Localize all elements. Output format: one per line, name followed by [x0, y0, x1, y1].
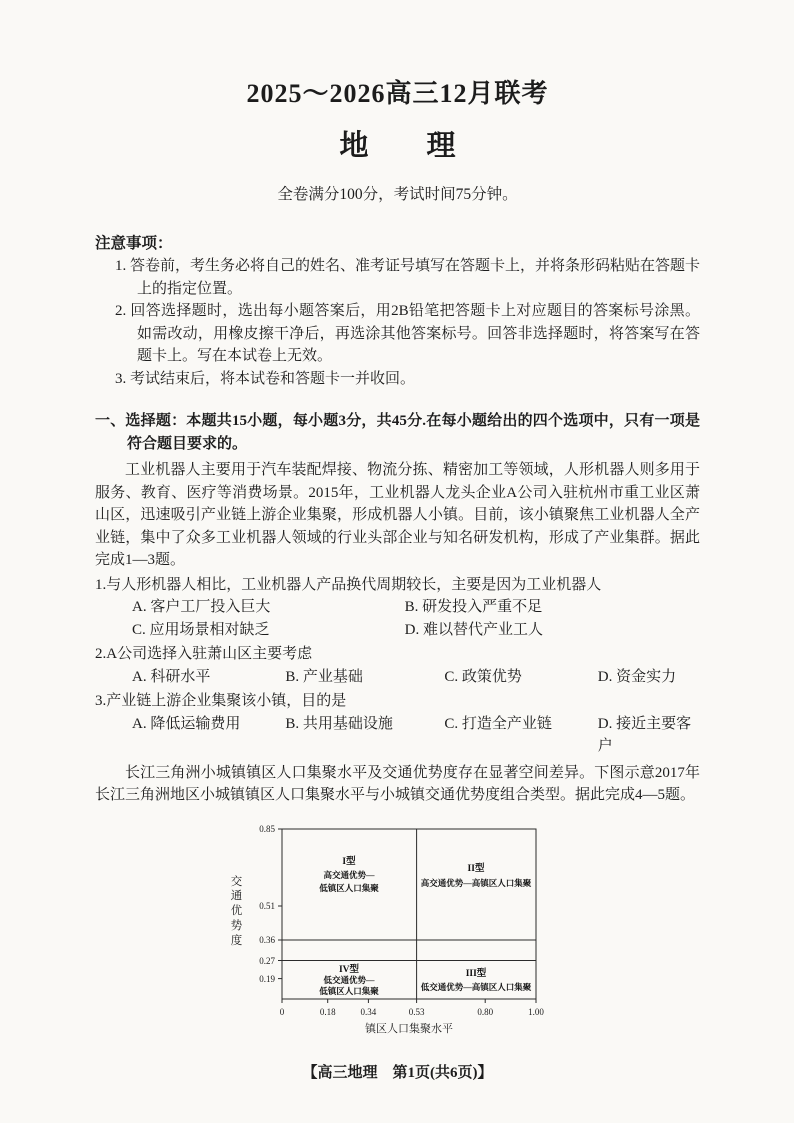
question-2-options: [95, 666, 700, 689]
exam-subject: 地 理: [339, 130, 456, 162]
x-tick-018: 0.18: [319, 1006, 336, 1017]
quadrant-iii-line1: 低交通优势—高镇区人口集聚: [420, 981, 531, 992]
x-tick-100: 1.00: [527, 1006, 544, 1017]
quadrant-ii-id: II型: [467, 863, 484, 874]
question-3-option-c: C. 打造全产业链: [444, 715, 552, 732]
notices-heading: 注意事项：: [95, 234, 173, 252]
quadrant-iv-line2: 低镇区人口集聚: [318, 985, 379, 996]
y-tick-036: 0.36: [258, 934, 275, 945]
question-3-options: [95, 713, 700, 758]
question-3-option-b: B. 共用基础设施: [285, 715, 393, 732]
quadrant-ii-line1: 高交通优势—高镇区人口集聚: [420, 877, 531, 888]
question-1-options: [95, 596, 700, 641]
quadrant-labels: [318, 855, 532, 996]
exam-info: 全卷满分100分，考试时间75分钟。: [277, 185, 518, 203]
y-tick-019: 0.19: [258, 973, 275, 984]
quadrant-iii-id: III型: [465, 968, 486, 979]
y-axis-label: 交通优势度: [230, 875, 243, 948]
y-tick-085: 0.85: [258, 823, 275, 834]
quadrant-chart-svg: [218, 819, 578, 1041]
question-2-stem: 2.A公司选择入驻萧山区主要考虑: [95, 646, 313, 662]
y-tick-051: 0.51: [258, 900, 275, 911]
quadrant-chart: [218, 819, 578, 1049]
y-tick-labels: [259, 824, 275, 984]
notices-section: [95, 232, 700, 390]
quadrant-iv-line1: 低交通优势—: [322, 974, 375, 985]
x-tick-0: 0: [279, 1006, 284, 1017]
chart-frame-and-dividers: [278, 829, 536, 1003]
x-tick-labels: [279, 1007, 544, 1017]
question-1-option-d: D. 难以替代产业工人: [404, 621, 543, 638]
question-2-option-b: B. 产业基础: [285, 668, 363, 685]
question-2-option-a: A. 科研水平: [132, 668, 211, 685]
y-tick-027: 0.27: [258, 955, 275, 966]
section-heading: 一、选择题：本题共15小题，每小题3分，共45分.在每小题给出的四个选项中，只有一项是符合题目要求的。: [95, 413, 700, 452]
exam-title: 2025～2026高三12月联考: [246, 79, 549, 108]
question-3-option-d: D. 接近主要客户: [597, 715, 692, 754]
x-tick-034: 0.34: [360, 1006, 376, 1017]
quadrant-i-line2: 低镇区人口集聚: [318, 882, 379, 893]
quadrant-iv-id: IV型: [338, 964, 359, 975]
x-tick-053: 0.53: [408, 1006, 424, 1017]
x-axis-label: 镇区人口集聚水平: [364, 1022, 453, 1035]
notice-item-1: 1. 答卷前，考生务必将自己的姓名、准考证号填写在答题卡上，并将条形码粘贴在答题卡上的指定位置。: [115, 258, 701, 297]
passage-robots: 工业机器人主要用于汽车装配焊接、物流分拣、精密加工等领域，人形机器人则多用于服务、教育、医疗等消费场景。2015年，工业机器人龙头企业A公司入驻杭州市重工业区萧山区，迅速吸引产业链上游企业集聚，形成机器人小镇。目前，该小镇聚焦工业机器人全产业链，集中了众多工业机器人领域的行业头部企业与知名研发机构，形成了产业集群。据此完成1—3题。: [95, 462, 700, 568]
question-3: [95, 690, 700, 758]
quadrant-i-line1: 高交通优势—: [322, 869, 375, 880]
question-1-option-a: A. 客户工厂投入巨大: [132, 599, 271, 615]
question-2-option-c: C. 政策优势: [444, 668, 522, 685]
question-2-option-d: D. 资金实力: [597, 668, 677, 685]
passage-towns: 长江三角洲小城镇镇区人口集聚水平及交通优势度存在显著空间差异。下图示意2017年长江三角洲地区小城镇镇区人口集聚水平与小城镇交通优势度组合类型。据此完成4—5题。: [95, 764, 700, 803]
question-3-option-a: A. 降低运输费用: [132, 715, 241, 732]
question-3-stem: 3.产业链上游企业集聚该小镇，目的是: [95, 693, 347, 709]
notice-item-2: 2. 回答选择题时，选出每小题答案后，用2B铅笔把答题卡上对应题目的答案标号涂黑。如需改动，用橡皮擦干净后，再选涂其他答案标号。回答非选择题时，将答案写在答题卡上。写在本试卷上无效。: [115, 303, 700, 364]
notice-item-3: 3. 考试结束后，将本试卷和答题卡一并收回。: [115, 370, 416, 387]
question-1-option-c: C. 应用场景相对缺乏: [132, 621, 270, 638]
question-2: [95, 643, 700, 688]
quadrant-i-id: I型: [341, 856, 356, 867]
x-tick-080: 0.80: [476, 1006, 493, 1017]
question-1-option-b: B. 研发投入严重不足: [404, 599, 543, 615]
question-1: [95, 574, 700, 642]
page-footer: 【高三地理 第1页(共6页)】: [302, 1065, 493, 1081]
question-1-stem: 1.与人形机器人相比，工业机器人产品换代周期较长，主要是因为工业机器人: [95, 576, 602, 593]
